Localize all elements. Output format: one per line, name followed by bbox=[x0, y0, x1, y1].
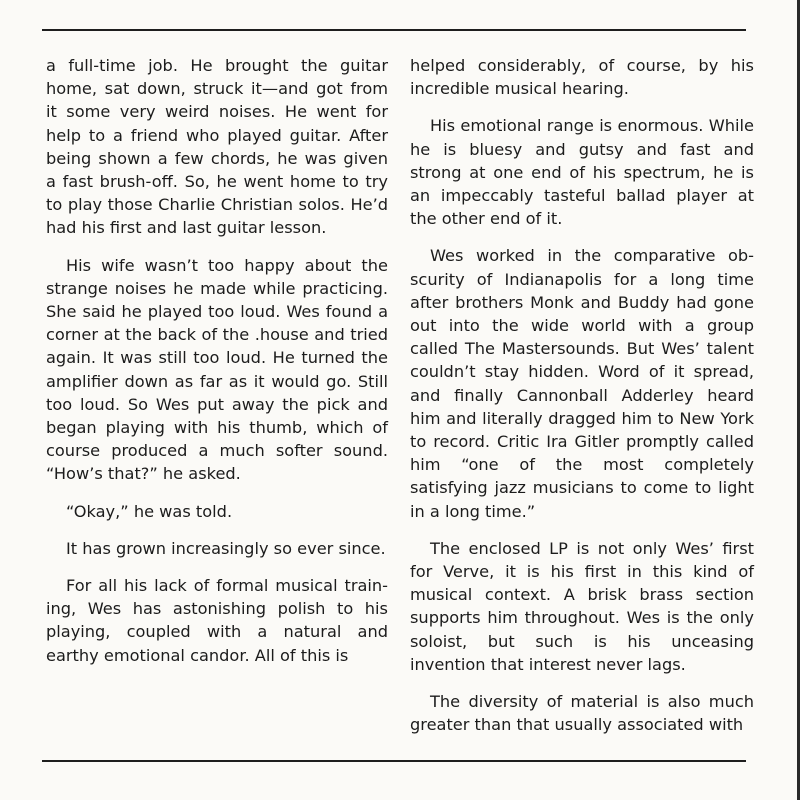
paragraph: a full-time job. He brought the guitar home, sat down, struck it—and got from it some very weird noises. He went for help to a friend who played guitar. After being shown a few chords, he was given a fast brush-off. So, he went home to try to play those Charlie Christian solos. He’d had his first and last guitar lesson. bbox=[46, 56, 388, 238]
paragraph: helped considerably, of course, by his incredible musical hearing. bbox=[410, 56, 754, 99]
top-rule bbox=[42, 29, 746, 31]
paragraph: Wes worked in the comparative obscurity of Indianapolis for a long time after brothers Monk and Buddy had gone out into the wide world with a group called The Mastersounds. But Wes’ talent couldn’t stay hidden. Word of it spread, and finally Cannonball Adderley heard him and literally dragged him to New York to record. Critic Ira Gitler promptly called him “one of the most completely satisfying jazz musicians to come to light in a long time.” bbox=[410, 246, 754, 521]
paragraph: His wife wasn’t too happy about the strange noises he made while practicing. She said he played too loud. Wes found a corner at the back of the .house and tried again. It was still too loud. He turned the amplifier down as far as it would go. Still too loud. So Wes put away the pick and began playing with his thumb, which of course produced a much softer sound. “How’s that?” he asked. bbox=[46, 255, 388, 484]
paragraph: His emotional range is enormous. While he is bluesy and gutsy and fast and strong at one end of his spectrum, he is an impeccably tasteful ballad player at the other end of it. bbox=[410, 116, 754, 229]
right-column bbox=[410, 54, 754, 736]
paragraph: The enclosed LP is not only Wes’ first for Verve, it is his first in this kind of musical context. A brisk brass section supports him throughout. Wes is the only soloist, but such is his unceasing invention that interest never lags. bbox=[410, 538, 754, 674]
bottom-rule bbox=[42, 760, 746, 762]
paragraph: For all his lack of formal musical training, Wes has astonishing polish to his playing, coupled with a natural and earthy emotional candor. All of this is bbox=[46, 576, 388, 665]
paragraph: It has grown increasingly so ever since. bbox=[66, 538, 386, 558]
paragraph: “Okay,” he was told. bbox=[66, 501, 233, 521]
paragraph: The diversity of material is also much greater than that usually associated with bbox=[410, 692, 754, 735]
left-column bbox=[46, 54, 388, 667]
